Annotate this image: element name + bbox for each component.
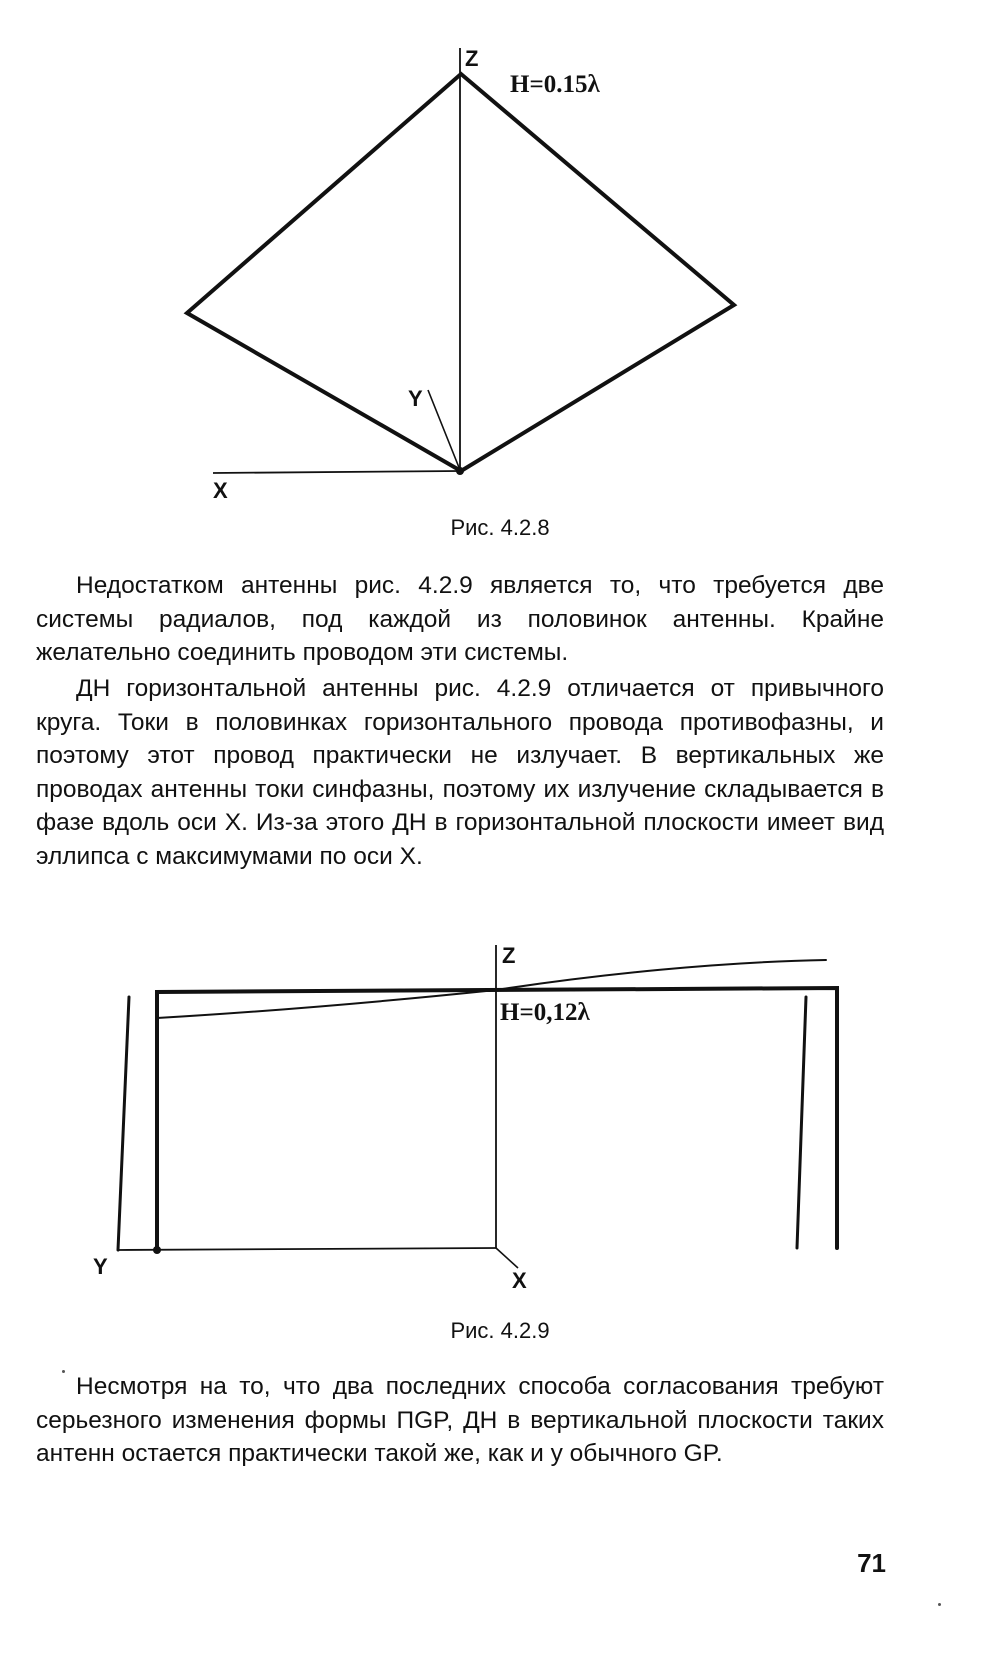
scan-speck (938, 1603, 941, 1606)
figure-2-height-label: H=0,12λ (500, 999, 590, 1026)
x-axis-line (496, 1248, 518, 1268)
main-antenna-wire (157, 988, 837, 1250)
paragraph-radial-systems: Недостатком антенны рис. 4.2.9 является то, что требуется две системы радиалов, под каждой из половинок антенны. Крайне желательно соединить проводом эти системы. (36, 572, 884, 666)
figure-2-axis-y-label: Y (93, 1254, 108, 1279)
feed-point (153, 1246, 161, 1254)
figure-2-axis-z-label: Z (502, 943, 516, 968)
figure-1-axis-x-label: X (213, 478, 228, 503)
figure-4-2-9-diagram (0, 930, 1000, 1293)
perspective-wire-right (496, 960, 826, 990)
figure-4-2-9-caption: Рис. 4.2.9 (450, 1318, 550, 1343)
perspective-vertical-right (797, 997, 806, 1248)
y-axis-line (428, 390, 460, 470)
figure-1-axis-z-label: Z (465, 46, 479, 71)
figure-1-axis-y-label: Y (408, 386, 423, 411)
feed-point (456, 467, 464, 475)
paragraph-vertical-pattern: Несмотря на то, что два последних способа согласования требуют серьезного изменения формы ПGP, ДН в вертикальной плоскости таких антенн остается практически такой же, как и у обычного GP. (36, 1373, 884, 1467)
x-axis-line (213, 471, 460, 473)
paragraph-radiation-pattern: ДН горизонтальной антенны рис. 4.2.9 отличается от привычного круга. Токи в половинках горизонтального провода противофазны, и поэтому этот провод практически не излучает. В вертикальных же проводах антенны токи синфазны, поэтому их излучение складывается в фазе вдоль оси X. Из-за этого ДН в горизонтальной плоскости имеет вид эллипса с максимумами по оси X. (36, 675, 884, 870)
figure-1-height-label: H=0.15λ (510, 71, 600, 98)
page-number: 71 (857, 1548, 886, 1578)
y-axis-line (117, 1248, 496, 1250)
figure-2-axis-x-label: X (512, 1268, 527, 1293)
perspective-vertical-left (118, 997, 129, 1250)
antenna-wires (118, 960, 837, 1250)
perspective-wire-left (157, 990, 496, 1018)
figure-4-2-8-diagram (0, 0, 1000, 503)
scan-speck (62, 1370, 65, 1373)
figure-4-2-8-caption: Рис. 4.2.8 (450, 515, 550, 540)
